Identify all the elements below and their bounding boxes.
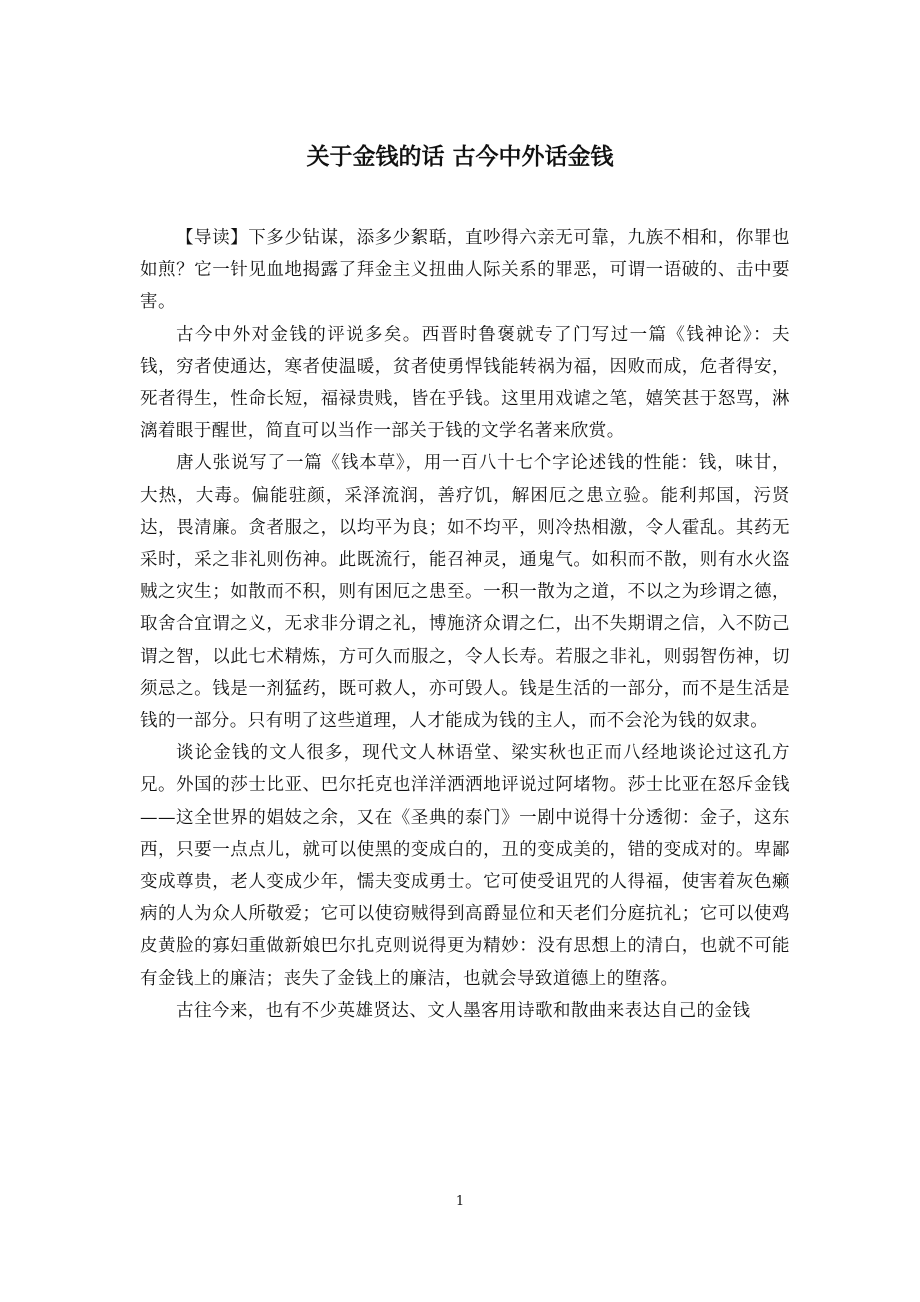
document-body [140,222,790,1027]
page-number: 1 [455,1194,465,1209]
document-title: 关于金钱的话 古今中外话金钱 [306,144,614,170]
paragraph-writers-on-money: 谈论金钱的文人很多，现代文人林语堂、梁实秋也正而八经地谈论过这孔方兄。外国的莎士比亚、巴尔托克也洋洋洒洒地评说过阿堵物。莎士比亚在怒斥金钱——这全世界的娼妓之余，又在《圣典的泰门》一剧中说得十分透彻：金子，这东西，只要一点点儿，就可以使黑的变成白的，丑的变成美的，错的变成对的。卑鄙变成尊贵，老人变成少年，懦夫变成勇士。它可使受诅咒的人得福，使害着灰色癞病的人为众人所敬爱；它可以使窃贼得到高爵显位和天老们分庭抗礼；它可以使鸡皮黄脸的寡妇重做新娘巴尔扎克则说得更为精妙：没有思想上的清白，也就不可能有金钱上的廉洁；丧失了金钱上的廉洁，也就会导致道德上的堕落。 [140,743,790,989]
paragraph-poetry: 古往今来，也有不少英雄贤达、文人墨客用诗歌和散曲来表达自己的金钱 [176,1000,751,1021]
paragraph-intro: 【导读】下多少钻谋，添多少絮聒，直吵得六亲无可靠，九族不相和，你罪也如煎？它一针见血地揭露了拜金主义扭曲人际关系的罪恶，可谓一语破的、击中要害。 [140,228,790,313]
paragraph-qian-shen-lun: 古今中外对金钱的评说多矣。西晋时鲁褒就专了门写过一篇《钱神论》：夫钱，穷者使通达，寒者使温暖，贫者使勇悍钱能转祸为福，因败而成，危者得安，死者得生，性命长短，福禄贵贱，皆在乎钱。这里用戏谑之笔，嬉笑甚于怒骂，淋漓着眼于醒世，简直可以当作一部关于钱的文学名著来欣赏。 [140,324,790,442]
paragraph-qian-ben-cao: 唐人张说写了一篇《钱本草》，用一百八十七个字论述钱的性能：钱，味甘，大热，大毒。偏能驻颜，采泽流润，善疗饥，解困厄之患立验。能利邦国，污贤达，畏清廉。贪者服之，以均平为良；如不均平，则冷热相激，令人霍乱。其药无采时，采之非礼则伤神。此既流行，能召神灵，通鬼气。如积而不散，则有水火盗贼之灾生；如散而不积，则有困厄之患至。一积一散为之道，不以之为珍谓之德，取舍合宜谓之义，无求非分谓之礼，博施济众谓之仁，出不失期谓之信，入不防己谓之智，以此七术精炼，方可久而服之，令人长寿。若服之非礼，则弱智伤神，切须忌之。钱是一剂猛药，既可救人，亦可毁人。钱是生活的一部分，而不是生活是钱的一部分。只有明了这些道理，人才能成为钱的主人，而不会沦为钱的奴隶。 [140,453,790,732]
